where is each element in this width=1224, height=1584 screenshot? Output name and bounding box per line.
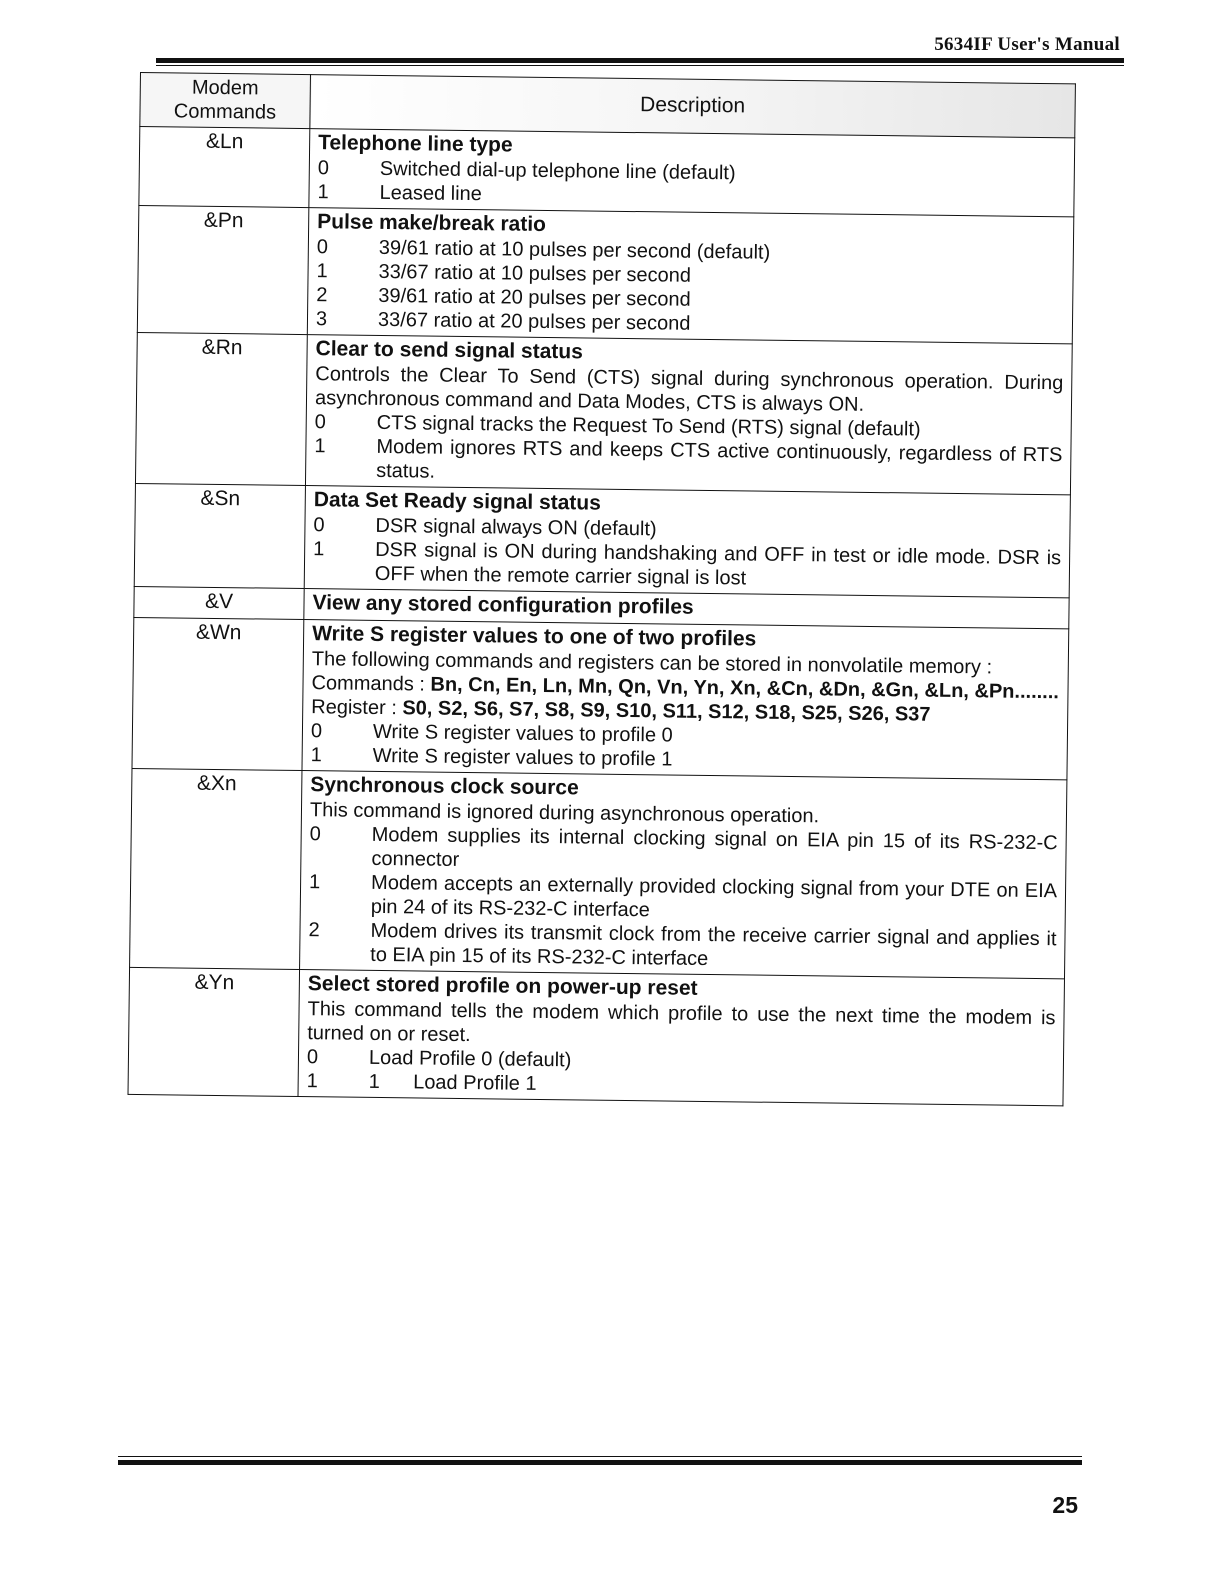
option-item: 1 Leased line <box>317 181 482 206</box>
option-item: 0 DSR signal always ON (default) <box>313 514 657 541</box>
option-item: 1 Write S register values to profile 1 <box>310 744 673 771</box>
option-item: 0 Load Profile 0 (default) <box>306 1046 572 1072</box>
option-item: 0 Modem supplies its internal clocking signal on EIA pin 15 of its RS-232-C connector <box>309 823 1058 871</box>
option-item: 1 Modem accepts an externally provided clocking signal from your DTE on EIA pin 24 of its RS-232-C interface <box>308 871 1058 922</box>
description-cell <box>309 129 1075 217</box>
table-row <box>132 617 1069 779</box>
command-cell: &V <box>134 586 304 619</box>
register-list: S0, S2, S6, S7, S8, S9, S10, S11, S12, S18, S25, S26, S37 <box>402 697 931 726</box>
option-item: 2 39/61 ratio at 20 pulses per second <box>316 284 691 311</box>
command-cell: &Wn <box>132 617 304 770</box>
option-item: 1 Modem ignores RTS and keeps CTS active continuously, regardless of RTS status. <box>314 435 1063 483</box>
table-row <box>137 205 1073 343</box>
description-title: Synchronous clock source <box>310 773 579 800</box>
description-cell <box>300 771 1067 979</box>
command-cell: &Yn <box>128 967 300 1096</box>
command-cell: &Sn <box>134 483 305 588</box>
description-title: View any stored configuration profiles <box>312 591 694 619</box>
description-cell <box>307 208 1073 344</box>
table-row <box>128 967 1064 1105</box>
option-item: 0 CTS signal tracks the Request To Send (RTS) signal (default) <box>314 411 921 441</box>
option-item: 3 33/67 ratio at 20 pulses per second <box>315 308 691 335</box>
description-title: Pulse make/break ratio <box>317 210 547 236</box>
option-item: 0 Switched dial-up telephone line (default) <box>317 157 736 185</box>
description-title: Telephone line type <box>318 131 513 157</box>
table-row <box>134 483 1070 597</box>
command-cell: &Pn <box>137 205 309 334</box>
option-item: 1 33/67 ratio at 10 pulses per second <box>316 260 692 287</box>
option-item: 2 Modem drives its transmit clock from the receive carrier signal and applies it to EIA pin 15 of its RS-232-C interface <box>308 919 1057 971</box>
commands-label: Commands : <box>311 672 426 696</box>
table-row <box>130 768 1067 978</box>
description-text: The following commands and registers can be stored in nonvolatile memory : <box>311 648 993 679</box>
register-label: Register : <box>311 696 397 720</box>
option-item: 0 39/61 ratio at 10 pulses per second (default) <box>316 236 771 264</box>
table-row <box>139 127 1075 217</box>
column-header-description: Description <box>310 75 1076 138</box>
commands-list: Bn, Cn, En, Ln, Mn, Qn, Vn, Yn, Xn, &Cn, &Dn, &Gn, &Ln, &Pn........ <box>430 673 1060 704</box>
option-item: 1 1 Load Profile 1 <box>306 1070 537 1095</box>
description-cell <box>298 970 1064 1106</box>
description-title: Write S register values to one of two profiles <box>312 622 757 651</box>
description-text: This command tells the modem which profile to use the next time the modem is turned on or reset. <box>307 998 1056 1047</box>
header-rule <box>156 58 1124 63</box>
command-cell: &Xn <box>130 768 302 969</box>
page-number: 25 <box>1052 1492 1078 1518</box>
description-text: This command is ignored during asynchronous operation. <box>309 799 820 828</box>
running-header-title: 5634IF User's Manual <box>934 34 1120 55</box>
footer-rule-thin <box>118 1456 1082 1457</box>
header-rule-thin <box>156 65 1124 66</box>
description-title: Data Set Ready signal status <box>313 488 602 515</box>
table-row <box>135 332 1072 494</box>
description-cell <box>302 620 1069 780</box>
option-item: 1 DSR signal is ON during handshaking and OFF in test or idle mode. DSR is OFF when the remote carrier signal is lost <box>313 538 1062 590</box>
option-item: 0 Write S register values to profile 0 <box>310 720 673 747</box>
description-text: Controls the Clear To Send (CTS) signal during synchronous operation. During asynchronous command and Data Modes, CTS is always ON. <box>314 363 1064 416</box>
footer-rule <box>118 1460 1082 1465</box>
modem-commands-table <box>128 72 1076 1106</box>
description-title: Select stored profile on power-up reset <box>307 972 698 1000</box>
description-cell <box>305 335 1072 495</box>
column-header-command: Modem Commands <box>140 73 311 129</box>
command-cell: &Rn <box>135 332 307 485</box>
command-cell: &Ln <box>139 127 310 208</box>
description-cell <box>304 486 1070 598</box>
description-title: Clear to send signal status <box>315 337 584 364</box>
